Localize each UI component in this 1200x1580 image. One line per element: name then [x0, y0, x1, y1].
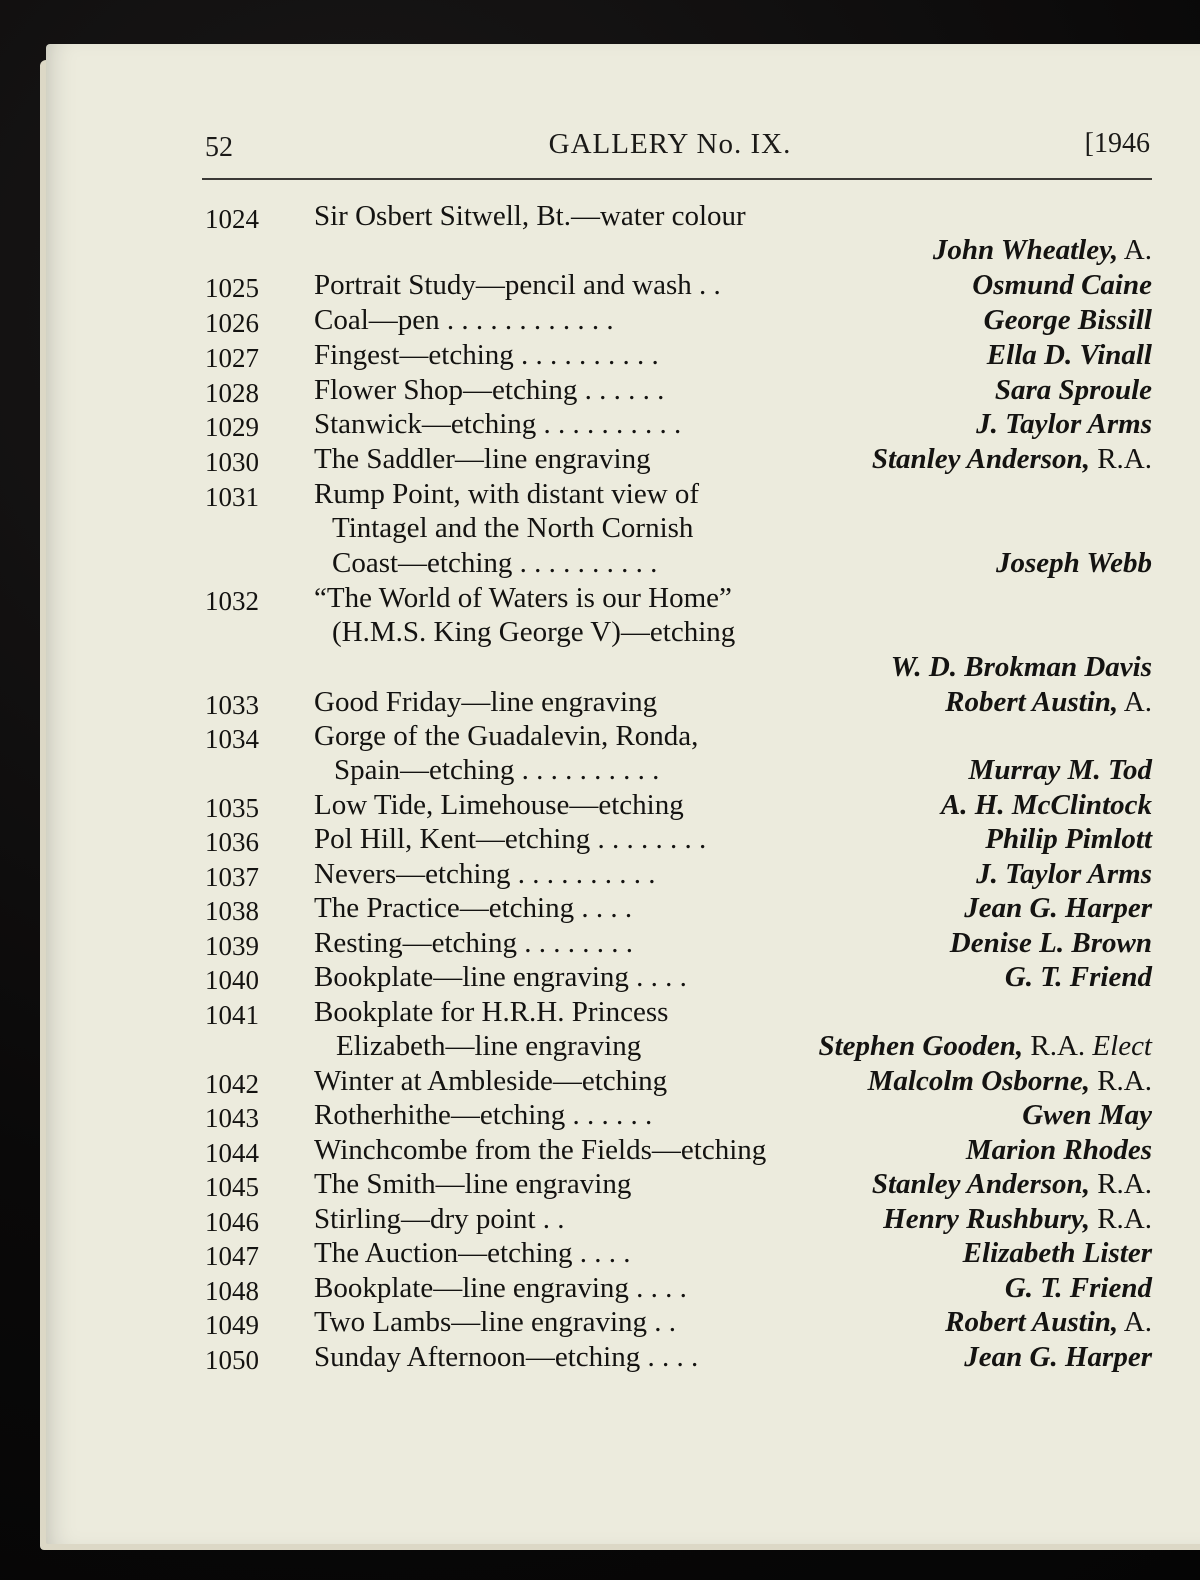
- entry-number: 1045: [205, 1172, 259, 1202]
- entry-artist: Osmund Caine: [972, 269, 1152, 301]
- catalogue-entry: [0, 1236, 1200, 1270]
- entry-artist: J. Taylor Arms: [976, 858, 1152, 890]
- entry-number: 1029: [205, 412, 259, 442]
- entry-number: 1030: [205, 447, 259, 477]
- entry-number: 1043: [205, 1103, 259, 1133]
- catalogue-entry: [0, 926, 1200, 960]
- catalogue-entry: [0, 891, 1200, 925]
- catalogue-entry: [0, 1305, 1200, 1339]
- entry-title: Low Tide, Limehouse—etching: [314, 789, 684, 821]
- entry-number: 1027: [205, 343, 259, 373]
- entry-number: 1026: [205, 308, 259, 338]
- entry-title: (H.M.S. King George V)—etching: [332, 616, 736, 648]
- catalogue-entry: [0, 685, 1200, 719]
- entry-title: Tintagel and the North Cornish: [332, 512, 694, 544]
- entry-title: Fingest—etching . . . . . . . . . .: [314, 339, 659, 371]
- entry-number: 1044: [205, 1138, 259, 1168]
- catalogue-entry: [0, 1202, 1200, 1236]
- entry-title: Good Friday—line engraving: [314, 686, 658, 718]
- entry-title: Coal—pen . . . . . . . . . . . .: [314, 304, 614, 336]
- catalogue-entry: [0, 1340, 1200, 1374]
- entry-artist: Jean G. Harper: [964, 892, 1152, 924]
- entry-artist: Henry Rushbury, R.A.: [883, 1203, 1152, 1235]
- entry-artist: Jean G. Harper: [964, 1341, 1152, 1373]
- entry-number: 1024: [205, 204, 259, 234]
- catalogue-entry: [0, 857, 1200, 891]
- entry-number: 1047: [205, 1241, 259, 1271]
- catalogue-entry: [0, 477, 1200, 511]
- entry-continuation: [0, 1029, 1200, 1063]
- entry-number: 1048: [205, 1276, 259, 1306]
- catalogue-entry: [0, 407, 1200, 441]
- entry-number: 1040: [205, 965, 259, 995]
- catalogue-entry: [0, 822, 1200, 856]
- entry-title: Elizabeth—line engraving: [336, 1030, 642, 1062]
- entry-artist-line: [0, 233, 1200, 267]
- entry-artist: Murray M. Tod: [968, 754, 1152, 786]
- catalogue-entry: [0, 788, 1200, 822]
- entry-number: 1032: [205, 586, 259, 616]
- entry-title: The Auction—etching . . . .: [314, 1237, 631, 1269]
- entry-title: Two Lambs—line engraving . .: [314, 1306, 677, 1338]
- entry-number: 1046: [205, 1207, 259, 1237]
- entry-artist: W. D. Brokman Davis: [890, 651, 1152, 683]
- entry-title: “The World of Waters is our Home”: [314, 582, 732, 614]
- entry-number: 1031: [205, 482, 259, 512]
- entry-artist: Malcolm Osborne, R.A.: [867, 1065, 1152, 1097]
- entry-title: Winter at Ambleside—etching: [314, 1065, 668, 1097]
- entry-artist: Robert Austin, A.: [945, 1306, 1152, 1338]
- entry-continuation: [0, 511, 1200, 545]
- entry-artist: G. T. Friend: [1004, 1272, 1152, 1304]
- entry-number: 1042: [205, 1069, 259, 1099]
- entry-number: 1033: [205, 690, 259, 720]
- entry-number: 1035: [205, 793, 259, 823]
- entry-title: Bookplate for H.R.H. Princess: [314, 996, 669, 1028]
- entry-artist: John Wheatley, A.: [932, 234, 1152, 266]
- catalogue-entry: [0, 960, 1200, 994]
- entry-artist: Stephen Gooden, R.A. Elect: [818, 1030, 1152, 1062]
- entry-title: Nevers—etching . . . . . . . . . .: [314, 858, 656, 890]
- entry-artist: Sara Sproule: [994, 374, 1152, 406]
- entry-continuation: [0, 615, 1200, 649]
- catalogue-entry: [0, 268, 1200, 302]
- entry-number: 1036: [205, 827, 259, 857]
- entry-title: Pol Hill, Kent—etching . . . . . . . .: [314, 823, 707, 855]
- entry-title: Coast—etching . . . . . . . . . .: [332, 547, 658, 579]
- entry-title: Bookplate—line engraving . . . .: [314, 1272, 687, 1304]
- year-label: [1946: [1084, 128, 1150, 159]
- catalogue-entry: [0, 338, 1200, 372]
- entry-title: Rotherhithe—etching . . . . . .: [314, 1099, 653, 1131]
- entry-artist: Robert Austin, A.: [945, 686, 1152, 718]
- catalogue-entry: [0, 1098, 1200, 1132]
- entry-artist: J. Taylor Arms: [976, 408, 1152, 440]
- entry-artist: A. H. McClintock: [940, 789, 1152, 821]
- entry-title: Sunday Afternoon—etching . . . .: [314, 1341, 699, 1373]
- catalogue-entry: [0, 995, 1200, 1029]
- entry-title: Portrait Study—pencil and wash . .: [314, 269, 721, 301]
- entry-artist: Stanley Anderson, R.A.: [871, 443, 1152, 475]
- catalogue-entry: [0, 303, 1200, 337]
- catalogue-entry: [0, 581, 1200, 615]
- entry-title: The Practice—etching . . . .: [314, 892, 633, 924]
- catalogue-entry: [0, 1271, 1200, 1305]
- catalogue-entry: [0, 442, 1200, 476]
- entry-continuation: [0, 546, 1200, 580]
- entry-title: Winchcombe from the Fields—etching: [314, 1134, 767, 1166]
- entry-title: Gorge of the Guadalevin, Ronda,: [314, 720, 699, 752]
- entry-artist: Stanley Anderson, R.A.: [871, 1168, 1152, 1200]
- catalogue-entry: [0, 1133, 1200, 1167]
- entry-title: Flower Shop—etching . . . . . .: [314, 374, 665, 406]
- entry-number: 1039: [205, 931, 259, 961]
- entry-number: 1034: [205, 724, 259, 754]
- entry-title: Bookplate—line engraving . . . .: [314, 961, 687, 993]
- entry-artist: George Bissill: [983, 304, 1152, 336]
- entry-artist: G. T. Friend: [1004, 961, 1152, 993]
- entry-artist: Joseph Webb: [995, 547, 1152, 579]
- entry-title: Rump Point, with distant view of: [314, 478, 700, 510]
- entry-title: Stirling—dry point . .: [314, 1203, 565, 1235]
- entry-artist: Elizabeth Lister: [962, 1237, 1152, 1269]
- entry-title: The Saddler—line engraving: [314, 443, 651, 475]
- entry-number: 1028: [205, 378, 259, 408]
- entry-number: 1049: [205, 1310, 259, 1340]
- entry-artist: Ella D. Vinall: [986, 339, 1152, 371]
- entry-artist: Denise L. Brown: [949, 927, 1152, 959]
- entry-title: Stanwick—etching . . . . . . . . . .: [314, 408, 682, 440]
- entry-title: Spain—etching . . . . . . . . . .: [334, 754, 660, 786]
- entry-continuation: [0, 753, 1200, 787]
- entry-title: Sir Osbert Sitwell, Bt.—water colour: [314, 200, 746, 232]
- entry-artist: Gwen May: [1022, 1099, 1152, 1131]
- page-header: [200, 128, 1160, 168]
- entry-number: 1050: [205, 1345, 259, 1375]
- entry-number: 1025: [205, 273, 259, 303]
- entry-artist-line: [0, 650, 1200, 684]
- catalogue-entry: [0, 719, 1200, 753]
- entry-number: 1038: [205, 896, 259, 926]
- catalogue-entry: [0, 1064, 1200, 1098]
- catalogue-entry: [0, 373, 1200, 407]
- page-number: 52: [205, 132, 233, 163]
- entry-number: 1037: [205, 862, 259, 892]
- entry-artist: Marion Rhodes: [965, 1134, 1152, 1166]
- catalogue-entry: [0, 199, 1200, 233]
- entry-title: Resting—etching . . . . . . . .: [314, 927, 633, 959]
- gallery-title: GALLERY No. IX.: [548, 128, 792, 160]
- catalogue-entry: [0, 1167, 1200, 1201]
- header-rule: [202, 178, 1152, 180]
- entry-title: The Smith—line engraving: [314, 1168, 632, 1200]
- entry-artist: Philip Pimlott: [985, 823, 1152, 855]
- entry-number: 1041: [205, 1000, 259, 1030]
